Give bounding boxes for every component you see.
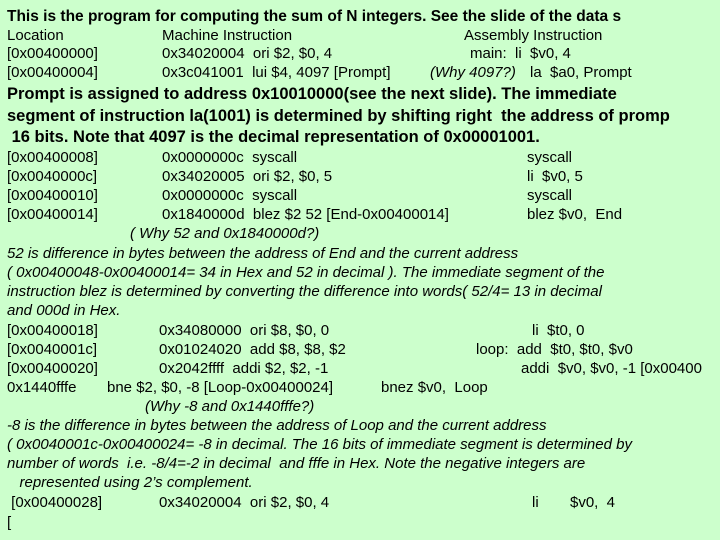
asm-00400028-args: $v0, 4: [570, 494, 616, 511]
explain2-line1: 52 is difference in bytes between the address of End and the current address: [7, 245, 519, 262]
col-machine-header: Machine Instruction: [162, 27, 293, 44]
mach-00400010: 0x0000000c syscall: [162, 187, 298, 204]
asm-00400004: la $a0, Prompt: [530, 64, 632, 81]
explain2-line3: instruction blez is determined by converting the difference into words( 52/4= 13 in decimal: [7, 283, 602, 300]
explain1-line1: Prompt is assigned to address 0x10010000(see the next slide). The immediate: [7, 85, 617, 103]
mach-bne: 0x1440fffe: [7, 379, 77, 396]
explain3-line2: ( 0x0040001c-0x00400024= -8 in decimal. The 16 bits of immediate segment is determined by: [7, 436, 632, 453]
mach-00400018: 0x34080000 ori $8, $0, 0: [159, 322, 330, 339]
loc-00400018: [0x00400018]: [7, 322, 98, 339]
asm-00400000: main: li $v0, 4: [470, 45, 571, 62]
bne-instruction: bne $2, $0, -8 [Loop-0x00400024]: [107, 379, 334, 396]
col-location-header: Location: [7, 27, 64, 44]
asm-0040000c: li $v0, 5: [527, 168, 583, 185]
explain2-line4: and 000d in Hex.: [7, 302, 121, 319]
asm-0040001c: loop: add $t0, $t0, $v0: [476, 341, 633, 358]
asm-00400028-op: li: [532, 494, 539, 511]
loc-00400004: [0x00400004]: [7, 64, 98, 81]
asm-00400020: addi $v0, $v0, -1 [0x00400: [521, 360, 702, 377]
loc-0040000c: [0x0040000c]: [7, 168, 98, 185]
mach-00400004: 0x3c041001 lui $4, 4097 [Prompt]: [162, 64, 391, 81]
loc-00400010: [0x00400010]: [7, 187, 98, 204]
why-8-note: (Why -8 and 0x1440fffe?): [145, 398, 315, 415]
why-52-note: ( Why 52 and 0x1840000d?): [130, 225, 320, 242]
mach-00400008: 0x0000000c syscall: [162, 149, 298, 166]
loc-0040001c: [0x0040001c]: [7, 341, 98, 358]
explain3-line3: number of words i.e. -8/4=-2 in decimal and fffe in Hex. Note the negative integers are: [7, 455, 586, 472]
loc-00400008: [0x00400008]: [7, 149, 98, 166]
explain2-line2: ( 0x00400048-0x00400014= 34 in Hex and 52 in decimal ). The immediate segment of the: [7, 264, 605, 281]
asm-00400018: li $t0, 0: [532, 322, 585, 339]
why-4097-note: (Why 4097?): [430, 64, 516, 81]
mach-0040000c: 0x34020005 ori $2, $0, 5: [162, 168, 333, 185]
col-assembly-header: Assembly Instruction: [464, 27, 603, 44]
trailing-bracket: [: [7, 514, 12, 531]
loc-00400014: [0x00400014]: [7, 206, 98, 223]
asm-00400014: blez $v0, End: [527, 206, 623, 223]
loc-00400020: [0x00400020]: [7, 360, 98, 377]
mach-0040001c: 0x01024020 add $8, $8, $2: [159, 341, 346, 358]
asm-00400010: syscall: [527, 187, 573, 204]
mach-00400014: 0x1840000d blez $2 52 [End-0x00400014]: [162, 206, 449, 223]
explain3-line4: represented using 2’s complement.: [7, 474, 253, 491]
explain3-line1: -8 is the difference in bytes between the address of Loop and the current address: [7, 417, 547, 434]
explain1-line3: 16 bits. Note that 4097 is the decimal representation of 0x00001001.: [7, 128, 540, 146]
slide-heading: This is the program for computing the sum of N integers. See the slide of the data s: [7, 8, 622, 25]
mach-00400028: 0x34020004 ori $2, $0, 4: [159, 494, 330, 511]
mach-00400000: 0x34020004 ori $2, $0, 4: [162, 45, 333, 62]
mach-00400020: 0x2042ffff addi $2, $2, -1: [159, 360, 329, 377]
explain1-line2: segment of instruction la(1001) is determined by shifting right the address of promp: [7, 107, 670, 125]
asm-00400008: syscall: [527, 149, 573, 166]
loc-00400028: [0x00400028]: [7, 494, 103, 511]
loc-00400000: [0x00400000]: [7, 45, 98, 62]
asm-bne: bnez $v0, Loop: [381, 379, 488, 396]
